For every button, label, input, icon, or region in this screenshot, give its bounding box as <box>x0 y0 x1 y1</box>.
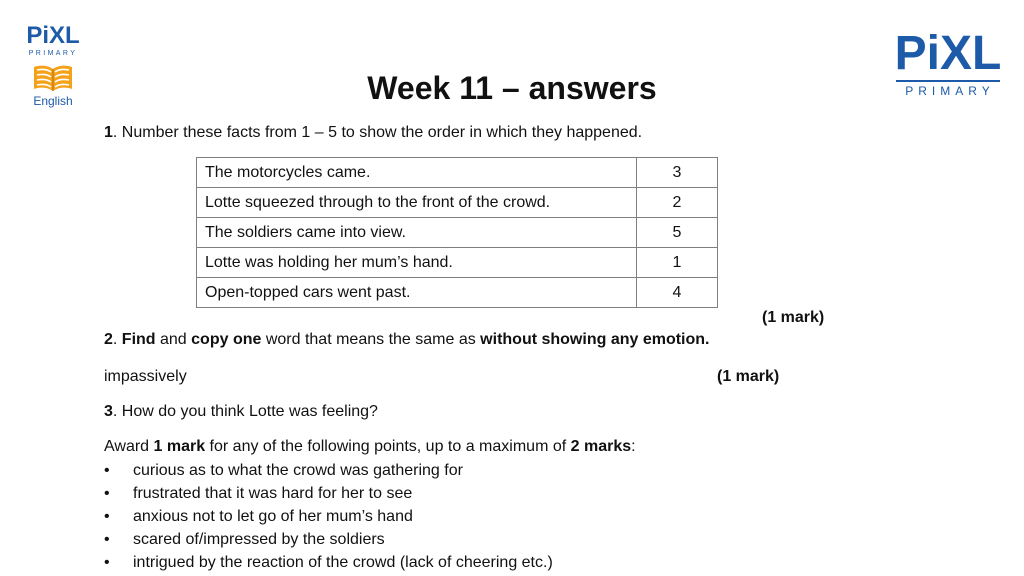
award-max: 2 marks <box>570 438 632 455</box>
question-number: 3 <box>104 403 113 420</box>
table-row <box>197 278 718 308</box>
list-item <box>104 459 904 482</box>
point-text: curious as to what the crowd was gathering for <box>133 462 463 479</box>
table-row <box>197 158 718 188</box>
q2-phrase: without showing any emotion. <box>480 331 710 348</box>
question-2 <box>104 330 710 350</box>
facts-table <box>196 157 718 308</box>
q2-rest: word that means the same as <box>261 331 481 348</box>
list-item <box>104 505 904 528</box>
fact-cell: The soldiers came into view. <box>197 218 637 248</box>
order-cell: 1 <box>637 248 718 278</box>
list-item <box>104 528 904 551</box>
fact-cell: Lotte was holding her mum’s hand. <box>197 248 637 278</box>
question-3 <box>104 402 378 422</box>
q1-mark: (1 mark) <box>762 309 825 326</box>
q3-points <box>104 459 904 574</box>
logo-caption: English <box>33 94 73 108</box>
order-cell: 3 <box>637 158 718 188</box>
fact-cell: Open-topped cars went past. <box>197 278 637 308</box>
page-title: Week 11 – answers <box>367 70 657 106</box>
table-row <box>197 188 718 218</box>
point-text: scared of/impressed by the soldiers <box>133 531 385 548</box>
award-middle: for any of the following points, up to a maximum of <box>205 438 571 455</box>
q3-award-line <box>104 437 636 457</box>
logo-brand-text: PiXL <box>894 27 1002 80</box>
logo-brand-text: PiXL <box>26 22 80 49</box>
q2-and: and <box>155 331 192 348</box>
bullet-icon: • <box>104 554 110 571</box>
fact-cell: The motorcycles came. <box>197 158 637 188</box>
question-text: . How do you think Lotte was feeling? <box>112 403 378 420</box>
question-number: 2 <box>104 331 113 348</box>
q2-mark: (1 mark) <box>717 368 780 385</box>
table-row <box>197 248 718 278</box>
order-cell: 4 <box>637 278 718 308</box>
bullet-icon: • <box>104 531 110 548</box>
logo-sub-text: PRIMARY <box>28 50 78 57</box>
point-text: intrigued by the reaction of the crowd (lack of cheering etc.) <box>133 554 553 571</box>
q2-answer: impassively <box>104 368 187 385</box>
bullet-icon: • <box>104 508 110 525</box>
point-text: anxious not to let go of her mum’s hand <box>133 508 413 525</box>
award-mark: 1 mark <box>153 438 206 455</box>
list-item <box>104 482 904 505</box>
table-row <box>197 218 718 248</box>
bullet-icon: • <box>104 485 110 502</box>
question-1 <box>104 123 642 143</box>
q2-copy-one: copy one <box>191 331 262 348</box>
list-item <box>104 551 904 574</box>
q2-find: Find <box>121 331 156 348</box>
bullet-icon: • <box>104 462 110 479</box>
q2-sep: . <box>112 331 122 348</box>
award-suffix: : <box>631 438 636 455</box>
question-text: . Number these facts from 1 – 5 to show the order in which they happened. <box>112 124 643 141</box>
question-number: 1 <box>104 124 113 141</box>
order-cell: 5 <box>637 218 718 248</box>
order-cell: 2 <box>637 188 718 218</box>
award-prefix: Award <box>104 438 154 455</box>
point-text: frustrated that it was hard for her to see <box>133 485 413 502</box>
logo-sub-text: PRIMARY <box>905 84 995 98</box>
fact-cell: Lotte squeezed through to the front of the crowd. <box>197 188 637 218</box>
